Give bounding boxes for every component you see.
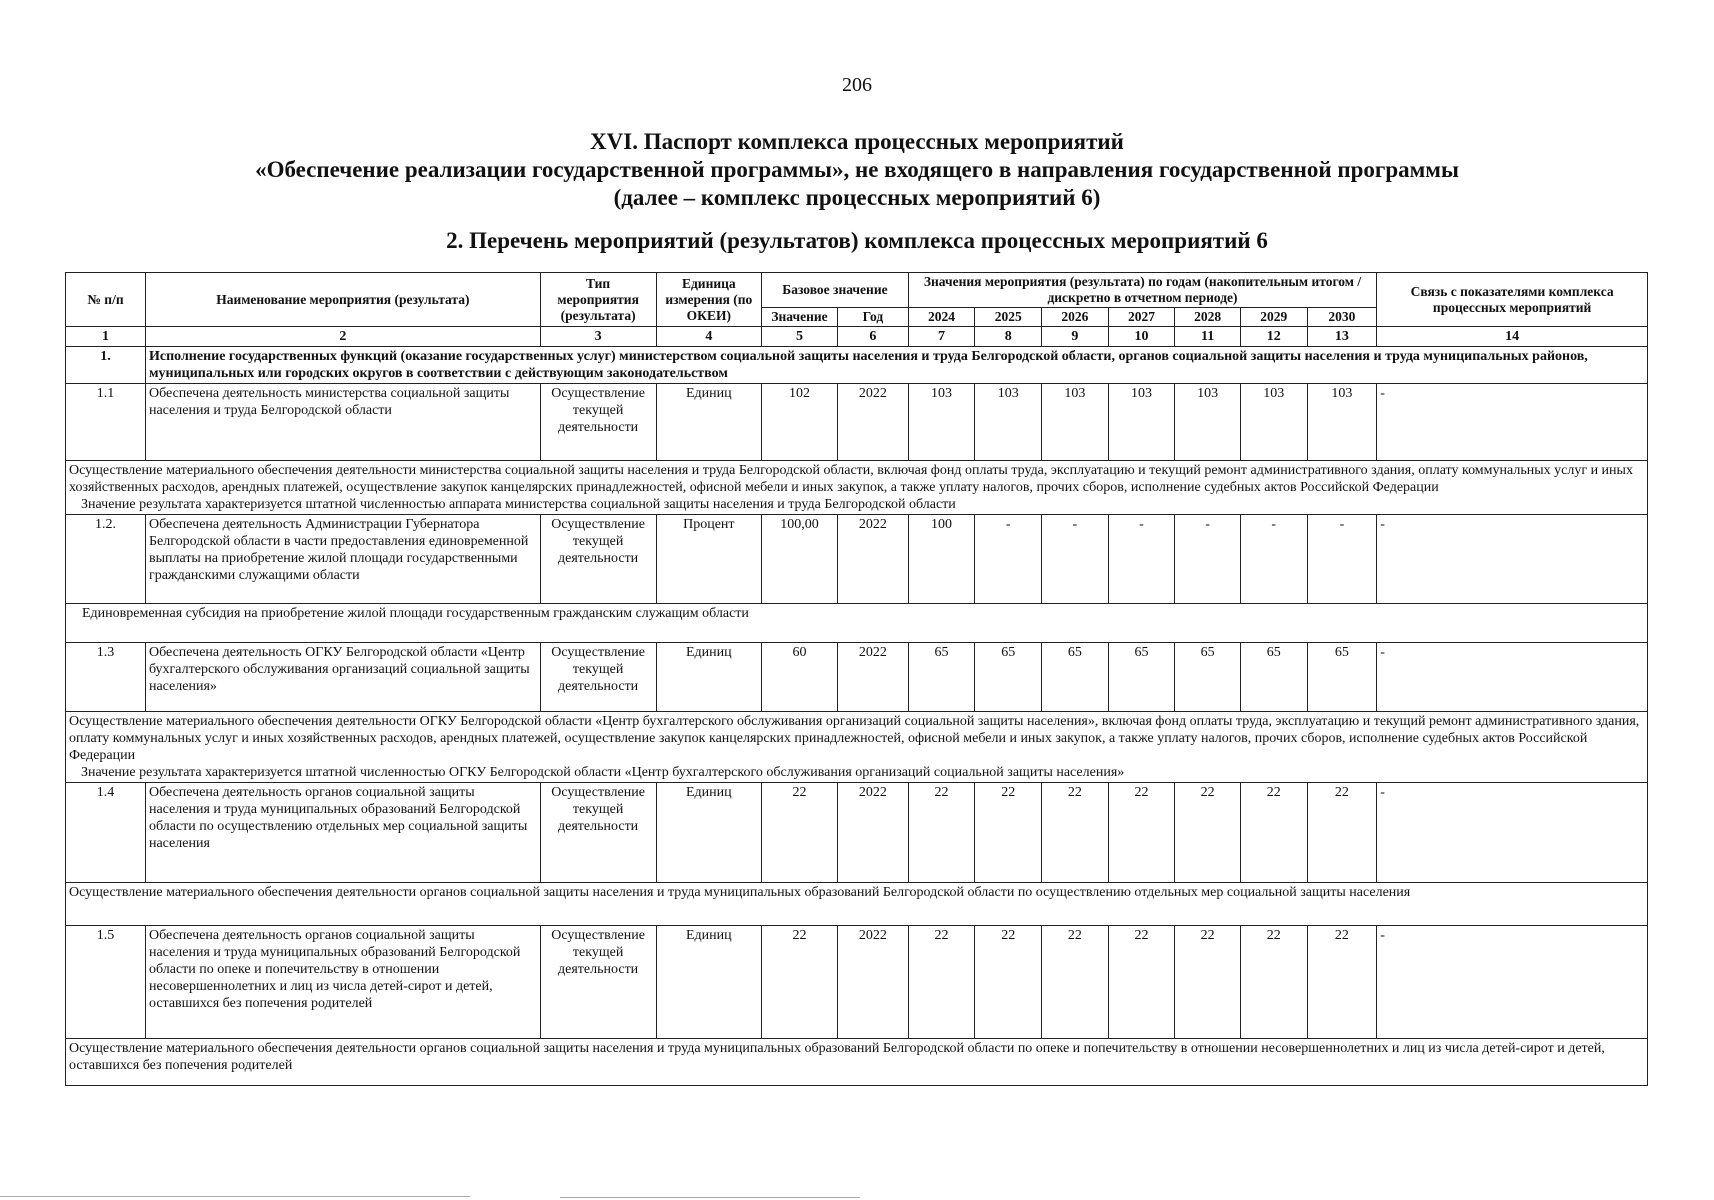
column-number: 2: [145, 327, 540, 347]
section-subtitle: 2. Перечень мероприятий (результатов) комплекса процессных мероприятий 6: [446, 228, 1268, 253]
row-value: 22: [1175, 783, 1241, 883]
row-value: -: [1175, 515, 1241, 604]
row-value: -: [1108, 515, 1175, 604]
row-value: 65: [1307, 643, 1377, 712]
table-row: [66, 643, 1648, 712]
row-base-year: 2022: [837, 643, 908, 712]
column-number: 11: [1175, 327, 1241, 347]
column-number: 14: [1377, 327, 1648, 347]
header-year: 2028: [1175, 308, 1241, 327]
table-row: [66, 384, 1648, 461]
header-num: № п/п: [66, 273, 146, 327]
row-link: -: [1377, 783, 1648, 883]
row-num: 1.2.: [66, 515, 146, 604]
row-value: 22: [975, 926, 1042, 1039]
row-unit: Единиц: [656, 926, 762, 1039]
row-value: 103: [1240, 384, 1307, 461]
header-year: 2026: [1042, 308, 1109, 327]
header-year: 2027: [1108, 308, 1175, 327]
row-type: Осуществление текущей деятельности: [540, 515, 656, 604]
row-num: 1.3: [66, 643, 146, 712]
header-type: Тип мероприятия (результата): [540, 273, 656, 327]
column-number: 9: [1042, 327, 1109, 347]
section-num: 1.: [66, 347, 146, 384]
row-value: 22: [1175, 926, 1241, 1039]
description-note: Значение результата характеризуется штатной численностью ОГКУ Белгородской области «Центр бухгалтерского обслуживания организаций социальной защиты населения»: [81, 765, 1125, 780]
row-base-value: 102: [762, 384, 838, 461]
column-number: 12: [1240, 327, 1307, 347]
row-value: 103: [1175, 384, 1241, 461]
row-value: 22: [1042, 926, 1109, 1039]
row-unit: Единиц: [656, 384, 762, 461]
row-num: 1.4: [66, 783, 146, 883]
header-values: Значения мероприятия (результата) по годам (накопительным итогом / дискретно в отчетном периоде): [908, 273, 1377, 308]
row-value: 65: [1240, 643, 1307, 712]
row-base-value: 60: [762, 643, 838, 712]
column-number: 3: [540, 327, 656, 347]
measures-table: [65, 272, 1648, 1086]
row-description: Осуществление материального обеспечения деятельности органов социальной защиты населения и труда муниципальных образований Белгородской области по опеке и попечительству в отношении несовершеннолетних и лиц из числа детей-сирот и детей, оставшихся без попечения родителей: [66, 1039, 1648, 1086]
row-value: 103: [1042, 384, 1109, 461]
column-number: 4: [656, 327, 762, 347]
row-value: -: [1240, 515, 1307, 604]
row-num: 1.1: [66, 384, 146, 461]
row-value: -: [975, 515, 1042, 604]
row-type: Осуществление текущей деятельности: [540, 643, 656, 712]
row-base-year: 2022: [837, 926, 908, 1039]
column-number: 13: [1307, 327, 1377, 347]
column-number: 1: [66, 327, 146, 347]
header-year: 2025: [975, 308, 1042, 327]
document-title: [0, 128, 1714, 212]
table-row: [66, 926, 1648, 1039]
header-name: Наименование мероприятия (результата): [145, 273, 540, 327]
row-unit: Процент: [656, 515, 762, 604]
description-text: Осуществление материального обеспечения деятельности ОГКУ Белгородской области «Центр бухгалтерского обслуживания организаций социальной защиты населения», включая фонд оплаты труда, эксплуатацию и текущий ремонт административного здания, оплату коммунальных услуг и иных хозяйственных расходов, арендных платежей, осуществление закупок канцелярских принадлежностей, офисной мебели и иных закупок, а также уплату налогов, прочих сборов, исполнение судебных актов Российской Федерации: [69, 714, 1640, 763]
description-row: [66, 461, 1648, 515]
description-row: [66, 883, 1648, 926]
column-numbers-row: [66, 327, 1648, 347]
column-number: 7: [908, 327, 975, 347]
row-value: 65: [908, 643, 975, 712]
row-description: [66, 712, 1648, 783]
row-value: 22: [1240, 926, 1307, 1039]
row-description: Единовременная субсидия на приобретение жилой площади государственным гражданским служащим области: [66, 604, 1648, 643]
row-base-year: 2022: [837, 384, 908, 461]
page-number: 206: [842, 74, 872, 96]
row-type: Осуществление текущей деятельности: [540, 384, 656, 461]
row-num: 1.5: [66, 926, 146, 1039]
row-value: 22: [975, 783, 1042, 883]
header-year: 2029: [1240, 308, 1307, 327]
title-line-1: XVI. Паспорт комплекса процессных мероприятий: [590, 129, 1124, 154]
header-year: 2024: [908, 308, 975, 327]
header-row-1: [66, 273, 1648, 308]
row-unit: Единиц: [656, 643, 762, 712]
section-text: Исполнение государственных функций (оказание государственных услуг) министерством социальной защиты населения и труда Белгородской области, органов социальной защиты населения и труда муниципальных районов, муниципальных или городских округов в соответствии с действующим законодательством: [145, 347, 1647, 384]
row-value: 22: [1108, 783, 1175, 883]
scan-artifact-line: [0, 1196, 470, 1197]
table-row: [66, 515, 1648, 604]
section-row: [66, 347, 1648, 384]
row-base-value: 22: [762, 926, 838, 1039]
row-name: Обеспечена деятельность органов социальной защиты населения и труда муниципальных образований Белгородской области по осуществлению отдельных мер социальной защиты населения: [145, 783, 540, 883]
title-line-3: (далее – комплекс процессных мероприятий 6): [613, 185, 1101, 210]
row-value: 22: [908, 783, 975, 883]
row-value: 100: [908, 515, 975, 604]
row-value: 22: [1240, 783, 1307, 883]
description-text: Осуществление материального обеспечения деятельности министерства социальной защиты населения и труда Белгородской области, включая фонд оплаты труда, эксплуатацию и текущий ремонт административного здания, оплату коммунальных услуг и иных хозяйственных расходов, арендных платежей, осуществление закупок канцелярских принадлежностей, офисной мебели и иных закупок, а также уплату налогов, прочих сборов, исполнение судебных актов Российской Федерации: [69, 463, 1633, 495]
row-link: -: [1377, 926, 1648, 1039]
description-note: Значение результата характеризуется штатной численностью аппарата министерства социальной защиты населения и труда Белгородской области: [81, 497, 956, 512]
row-value: 22: [1042, 783, 1109, 883]
header-unit: Единица измерения (по ОКЕИ): [656, 273, 762, 327]
row-value: 103: [908, 384, 975, 461]
scan-artifact-line: [560, 1197, 860, 1198]
row-description: [66, 461, 1648, 515]
row-value: 103: [975, 384, 1042, 461]
row-name: Обеспечена деятельность ОГКУ Белгородской области «Центр бухгалтерского обслуживания организаций социальной защиты населения»: [145, 643, 540, 712]
row-description: Осуществление материального обеспечения деятельности органов социальной защиты населения и труда муниципальных образований Белгородской области по осуществлению отдельных мер социальной защиты населения: [66, 883, 1648, 926]
row-value: 22: [1108, 926, 1175, 1039]
description-row: [66, 1039, 1648, 1086]
row-name: Обеспечена деятельность органов социальной защиты населения и труда муниципальных образований Белгородской области по опеке и попечительству в отношении несовершеннолетних и лиц из числа детей-сирот и детей, оставшихся без попечения родителей: [145, 926, 540, 1039]
column-number: 8: [975, 327, 1042, 347]
row-value: 103: [1307, 384, 1377, 461]
row-base-value: 100,00: [762, 515, 838, 604]
column-number: 10: [1108, 327, 1175, 347]
row-value: 65: [1175, 643, 1241, 712]
row-type: Осуществление текущей деятельности: [540, 926, 656, 1039]
row-link: -: [1377, 643, 1648, 712]
column-number: 5: [762, 327, 838, 347]
row-value: -: [1307, 515, 1377, 604]
row-value: -: [1042, 515, 1109, 604]
row-value: 22: [908, 926, 975, 1039]
row-base-year: 2022: [837, 515, 908, 604]
row-link: -: [1377, 515, 1648, 604]
row-name: Обеспечена деятельность Администрации Губернатора Белгородской области в части предоставления единовременной выплаты на приобретение жилой площади государственными гражданскими служащими области: [145, 515, 540, 604]
row-type: Осуществление текущей деятельности: [540, 783, 656, 883]
row-value: 22: [1307, 783, 1377, 883]
header-base: Базовое значение: [762, 273, 909, 308]
row-base-year: 2022: [837, 783, 908, 883]
row-value: 65: [975, 643, 1042, 712]
header-year: 2030: [1307, 308, 1377, 327]
header-link: Связь с показателями комплекса процессных мероприятий: [1377, 273, 1648, 327]
column-number: 6: [837, 327, 908, 347]
row-value: 103: [1108, 384, 1175, 461]
title-line-2: «Обеспечение реализации государственной программы», не входящего в направления государственной программы: [255, 157, 1459, 182]
header-base-value: Значение: [762, 308, 838, 327]
table-row: [66, 783, 1648, 883]
row-value: 65: [1108, 643, 1175, 712]
row-value: 22: [1307, 926, 1377, 1039]
row-link: -: [1377, 384, 1648, 461]
row-value: 65: [1042, 643, 1109, 712]
description-row: [66, 712, 1648, 783]
description-row: [66, 604, 1648, 643]
row-unit: Единиц: [656, 783, 762, 883]
row-name: Обеспечена деятельность министерства социальной защиты населения и труда Белгородской области: [145, 384, 540, 461]
row-base-value: 22: [762, 783, 838, 883]
header-base-year: Год: [837, 308, 908, 327]
